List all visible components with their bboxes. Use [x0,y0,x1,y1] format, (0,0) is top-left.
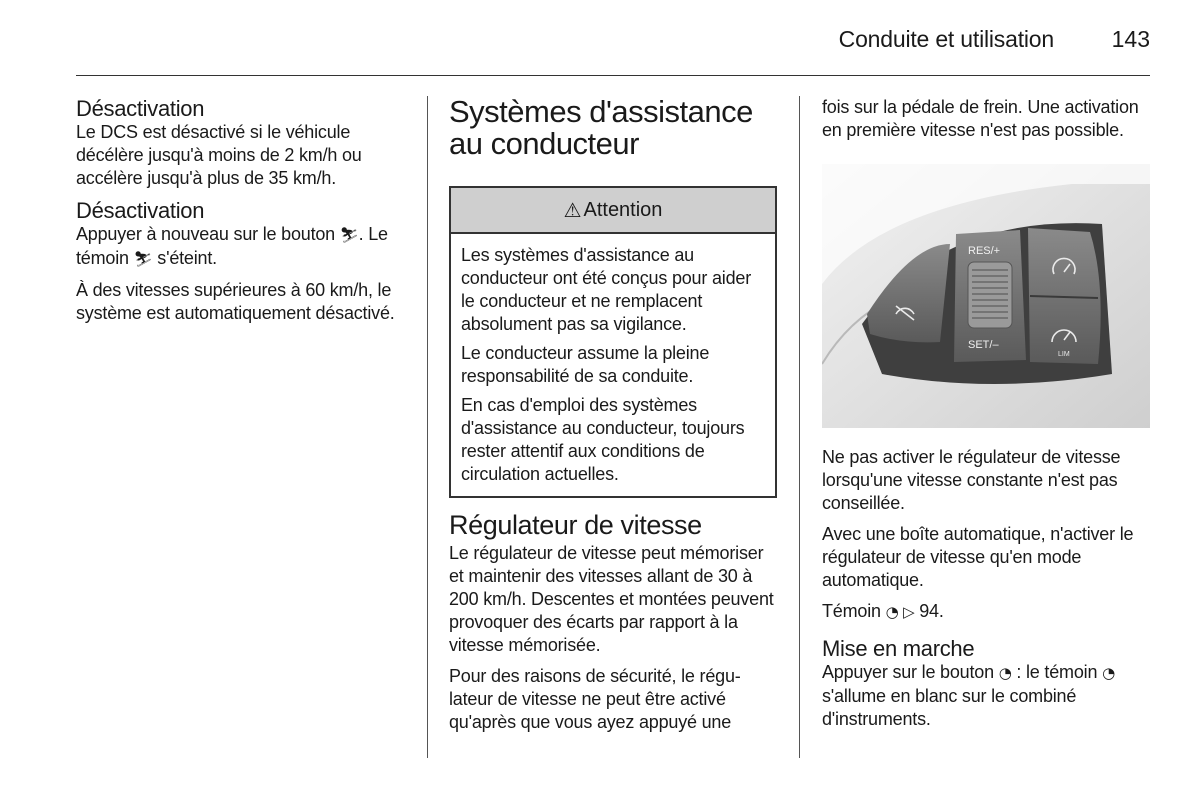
attention-body [451,234,775,496]
cruise-control-icon: ◔ [998,664,1012,682]
column-left [76,96,416,333]
subheading-deactivation-2: Désactivation [76,198,205,223]
descent-control-icon: ⛷ [133,250,153,268]
paragraph: Témoin ◔ ▷ 94. [822,601,944,621]
descent-control-icon: ⛷ [339,226,359,244]
paragraph: Avec une boîte automatique, n'activer le régulateur de vitesse qu'en mode automatique. [822,524,1134,590]
page-header [76,26,1150,76]
paragraph: Appuyer à nouveau sur le bouton ⛷. Le témoin ⛷ s'éteint. [76,224,388,268]
paragraph: Ne pas activer le régulateur de vitesse lorsqu'une vitesse constante n'est pas conseillée. [822,447,1121,513]
attention-paragraph: Le conducteur assume la pleine responsabilité de sa conduite. [461,343,710,386]
subheading-deactivation: Désactivation [76,96,205,121]
cruise-control-icon: ◔ [1102,664,1115,682]
column-middle [449,96,777,742]
attention-paragraph: En cas d'emploi des systèmes d'assistance au conducteur, toujours rester attentif aux conditions de circulation actuelles. [461,395,745,484]
set-label: SET/– [968,339,999,351]
attention-header [451,188,775,234]
steering-wheel-controls-drawing [822,164,1150,428]
paragraph: fois sur la pédale de frein. Une activation en première vitesse n'est pas possible. [822,97,1139,140]
cruise-control-icon: ◔ [885,603,899,621]
paragraph: Le régulateur de vitesse peut mémoriser et maintenir des vitesses allant de 30 à 200 km/h. Descentes et montées peuvent provoquer des écarts par rapport à la vitesse mémorisée. [449,543,774,655]
lim-label: LIM [1058,351,1070,358]
page-number: 143 [1111,26,1150,52]
column-divider [799,96,800,758]
chapter-title: Conduite et utilisation [838,26,1054,52]
section-title-cruise-control: Régulateur de vitesse [449,510,702,540]
warning-triangle-icon: ⚠ [563,199,582,222]
paragraph: Appuyer sur le bouton ◔ : le témoin ◔ s'allume en blanc sur le combiné d'instruments. [822,662,1115,729]
attention-paragraph: Les systèmes d'assistance au conducteur ont été conçus pour aider le conducteur et ne remplacent absolument pas sa vigilance. [461,245,751,334]
paragraph: Pour des raisons de sécurité, le régulateur de vitesse ne peut être activé qu'après que vous ayez appuyé une [449,666,741,732]
res-label: RES/+ [968,245,1001,257]
section-title-driver-assistance: Systèmes d'assistance au conducteur [449,94,753,161]
column-divider [427,96,428,758]
paragraph: Le DCS est désactivé si le véhicule décélère jusqu'à moins de 2 km/h ou accélère jusqu'à plus de 35 km/h. [76,122,362,188]
column-right [822,96,1152,739]
steering-wheel-controls-image [822,164,1150,428]
page-reference-arrow-icon: ▷ [898,603,915,621]
attention-box [449,186,777,498]
paragraph: À des vitesses supérieures à 60 km/h, le système est automatiquement désactivé. [76,280,395,323]
attention-label: Attention [583,198,663,221]
subheading-activation: Mise en marche [822,636,975,661]
